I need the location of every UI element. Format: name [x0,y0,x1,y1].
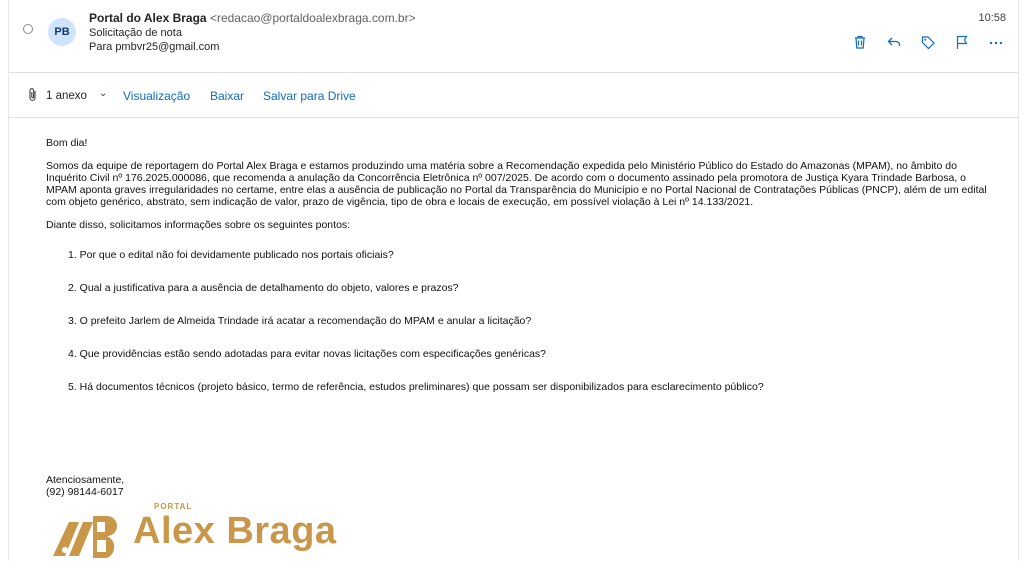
closing: Atenciosamente, [46,474,125,486]
list-item: 5. Há documentos técnicos (projeto básico, termo de referência, estudos preliminares) que possam ser disponibilizados para esclarecimento público? [68,381,764,393]
logo-brand-text: Alex Braga [133,510,337,552]
preview-link[interactable]: Visualização [123,89,191,103]
body-paragraph: Somos da equipe de reportagem do Portal Alex Braga e estamos produzindo uma matéria sobre a Recomendação expedida pelo Ministério Público do Estado do Amazonas (MPAM), no âmbito do Inquérito Civil nº 176.2025.000086, que recomenda a anulação da Concorrência Eletrônica nº 007/2025. De acordo com o documento assinado pela promotora de Justiça Kyara Trindade Barbosa, o MPAM aponta graves irregularidades no certame, entre elas a ausência de publicação no Portal da Transparência do Município e no Portal Nacional de Contratações Públicas (PNCP), além de um edital com objeto genérico, abstrato, sem indicação de valor, prazo de vigência, tipo de obra e locais de execução, em possível violação à Lei nº 14.133/2021. [46,160,987,208]
tag-icon[interactable] [920,34,936,50]
signature [46,474,124,498]
question-list [46,249,996,393]
trash-icon[interactable] [852,34,868,50]
sender-name[interactable]: Portal do Alex Braga [89,11,207,25]
email-reading-pane [8,0,1019,561]
list-item: 2. Qual a justificativa para a ausência de detalhamento do objeto, valores e prazos? [68,282,459,294]
logo-mark-icon [53,508,131,558]
sender-email[interactable]: <redacao@portaldoalexbraga.com.br> [209,11,416,25]
paperclip-icon [27,87,39,103]
recipient-address[interactable]: pmbvr25@gmail.com [115,41,220,53]
select-message-radio[interactable] [23,24,33,34]
download-link[interactable]: Baixar [210,89,245,103]
list-item: 4. Que providências estão sendo adotadas para evitar novas licitações com especificações genéricas? [68,348,547,360]
avatar[interactable]: PB [48,18,76,46]
reply-icon[interactable] [886,34,902,50]
received-time: 10:58 [978,12,1006,24]
body-paragraph: Diante disso, solicitamos informações sobre os seguintes pontos: [46,219,351,231]
logo-small-text: PORTAL [154,502,193,511]
message-actions [852,34,1004,50]
chevron-down-icon[interactable]: ⌄ [99,88,108,99]
attachment-count[interactable]: 1 anexo [46,90,87,102]
subject: Solicitação de nota [89,27,182,39]
list-item: 3. O prefeito Jarlem de Almeida Trindade irá acatar a recomendação do MPAM e anular a licitação? [68,315,532,327]
attachment-bar [9,73,1018,118]
phone-number: (92) 98144-6017 [46,486,124,498]
save-to-drive-link[interactable]: Salvar para Drive [263,89,356,103]
list-item: 1. Por que o edital não foi devidamente publicado nos portais oficiais? [68,249,394,261]
to-label: Para [89,41,113,53]
more-icon[interactable] [988,34,1004,50]
recipient-line [89,41,219,53]
greeting: Bom dia! [46,137,88,149]
message-body [46,137,996,414]
sender-line [89,11,416,25]
flag-icon[interactable] [954,34,970,50]
portal-logo [53,502,373,558]
message-header [9,0,1018,73]
